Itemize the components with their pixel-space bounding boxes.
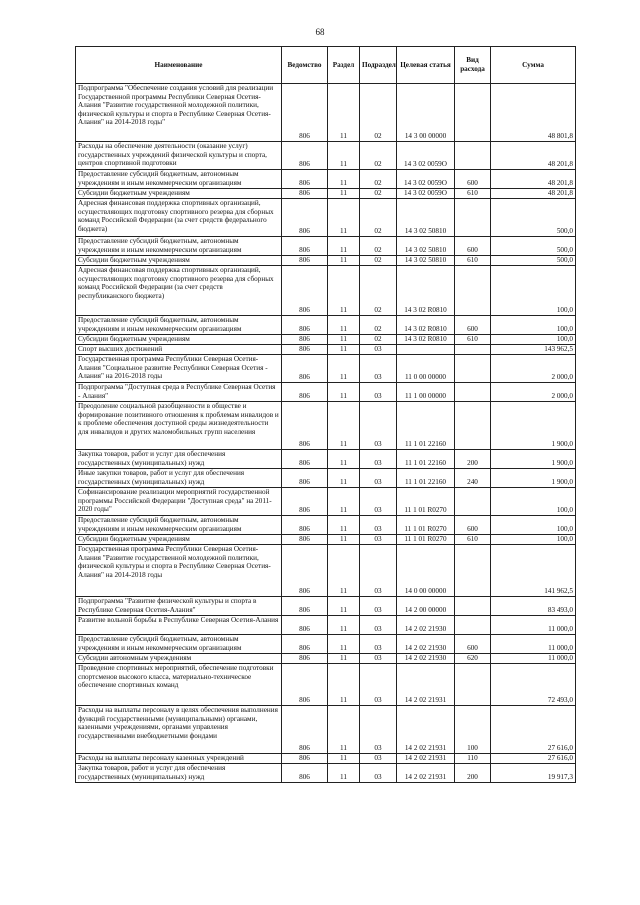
cell-department: 806 (282, 189, 328, 199)
cell-amount: 143 962,5 (491, 345, 576, 355)
cell-subsection: 02 (360, 84, 397, 142)
cell-subsection: 03 (360, 355, 397, 383)
cell-target-article: 14 3 02 50810 (397, 256, 455, 266)
cell-subsection: 03 (360, 516, 397, 535)
table-row (76, 355, 576, 383)
cell-name: Развитие вольной борьбы в Республике Северная Осетия-Алания (76, 616, 282, 635)
cell-expense-type (455, 345, 491, 355)
cell-name: Субсидии бюджетным учреждениям (76, 535, 282, 545)
cell-amount: 1 900,0 (491, 402, 576, 450)
cell-expense-type: 600 (455, 237, 491, 256)
cell-expense-type (455, 402, 491, 450)
cell-subsection: 03 (360, 597, 397, 616)
table-row (76, 488, 576, 516)
cell-section: 11 (328, 764, 360, 783)
table-row (76, 535, 576, 545)
cell-subsection: 02 (360, 199, 397, 237)
cell-section: 11 (328, 516, 360, 535)
header-department: Ведомство (282, 47, 328, 84)
cell-department: 806 (282, 654, 328, 664)
cell-amount: 1 900,0 (491, 450, 576, 469)
cell-expense-type: 110 (455, 754, 491, 764)
cell-department: 806 (282, 345, 328, 355)
cell-expense-type (455, 616, 491, 635)
cell-amount: 48 201,8 (491, 189, 576, 199)
cell-section: 11 (328, 189, 360, 199)
cell-subsection: 03 (360, 616, 397, 635)
cell-section: 11 (328, 84, 360, 142)
page-number: 68 (315, 27, 325, 37)
cell-section: 11 (328, 754, 360, 764)
table-row (76, 754, 576, 764)
cell-name: Расходы на обеспечение деятельности (оказание услуг) государственных учреждений физической культуры и спорта, центров спортивной подготовки (76, 142, 282, 170)
cell-department: 806 (282, 545, 328, 597)
cell-section: 11 (328, 654, 360, 664)
cell-subsection: 02 (360, 170, 397, 189)
cell-expense-type: 200 (455, 764, 491, 783)
cell-department: 806 (282, 535, 328, 545)
table-row (76, 450, 576, 469)
cell-section: 11 (328, 142, 360, 170)
cell-amount: 11 000,0 (491, 654, 576, 664)
cell-amount: 72 493,0 (491, 664, 576, 706)
cell-amount: 83 493,0 (491, 597, 576, 616)
cell-section: 11 (328, 266, 360, 316)
cell-target-article: 14 2 02 21931 (397, 664, 455, 706)
cell-subsection: 03 (360, 488, 397, 516)
cell-section: 11 (328, 597, 360, 616)
cell-section: 11 (328, 545, 360, 597)
header-target-article: Целевая статья (397, 47, 455, 84)
cell-department: 806 (282, 764, 328, 783)
cell-name: Субсидии бюджетным учреждениям (76, 189, 282, 199)
cell-amount: 100,0 (491, 266, 576, 316)
cell-subsection: 02 (360, 237, 397, 256)
cell-name: Предоставление субсидий бюджетным, автономным учреждениям и иным некоммерческим организациям (76, 316, 282, 335)
table-row (76, 199, 576, 237)
cell-subsection: 03 (360, 450, 397, 469)
cell-department: 806 (282, 488, 328, 516)
cell-name: Предоставление субсидий бюджетным, автономным учреждениям и иным некоммерческим организациям (76, 170, 282, 189)
cell-amount: 500,0 (491, 237, 576, 256)
cell-subsection: 02 (360, 316, 397, 335)
cell-section: 11 (328, 345, 360, 355)
cell-expense-type: 610 (455, 256, 491, 266)
table-row (76, 189, 576, 199)
cell-expense-type (455, 266, 491, 316)
cell-target-article: 14 3 02 50810 (397, 199, 455, 237)
cell-target-article: 14 3 02 0059O (397, 142, 455, 170)
cell-section: 11 (328, 383, 360, 402)
cell-expense-type: 200 (455, 450, 491, 469)
cell-subsection: 02 (360, 189, 397, 199)
cell-target-article: 14 3 02 R0810 (397, 266, 455, 316)
cell-target-article: 14 2 02 21930 (397, 616, 455, 635)
table-row (76, 170, 576, 189)
cell-subsection: 02 (360, 266, 397, 316)
table-row (76, 516, 576, 535)
cell-section: 11 (328, 664, 360, 706)
cell-name: Предоставление субсидий бюджетным, автономным учреждениям и иным некоммерческим организациям (76, 635, 282, 654)
table-row (76, 664, 576, 706)
cell-target-article: 14 2 02 21930 (397, 654, 455, 664)
cell-target-article: 11 0 00 00000 (397, 355, 455, 383)
cell-expense-type (455, 355, 491, 383)
cell-department: 806 (282, 355, 328, 383)
cell-name: Подпрограмма "Обеспечение создания условий для реализации Государственной программы Республики Северная Осетия-Алания "Развитие государственной молодежной политики, физической культуры и спорта в Республике Северная Осетия-Алания" на 2014-2018 годы" (76, 84, 282, 142)
cell-name: Подпрограмма "Доступная среда в Республике Северная Осетия - Алания" (76, 383, 282, 402)
cell-target-article: 14 3 00 00000 (397, 84, 455, 142)
header-subsection: Подраздел (360, 47, 397, 84)
cell-section: 11 (328, 170, 360, 189)
cell-target-article: 11 1 01 R0270 (397, 516, 455, 535)
cell-amount: 19 917,3 (491, 764, 576, 783)
cell-section: 11 (328, 635, 360, 654)
cell-expense-type: 610 (455, 189, 491, 199)
header-name: Наименование (76, 47, 282, 84)
table-row (76, 237, 576, 256)
cell-expense-type (455, 142, 491, 170)
cell-amount: 11 000,0 (491, 635, 576, 654)
header-section: Раздел (328, 47, 360, 84)
cell-name: Предоставление субсидий бюджетным, автономным учреждениям и иным некоммерческим организациям (76, 516, 282, 535)
cell-section: 11 (328, 237, 360, 256)
cell-department: 806 (282, 597, 328, 616)
table-row (76, 469, 576, 488)
cell-amount: 27 616,0 (491, 754, 576, 764)
cell-section: 11 (328, 402, 360, 450)
cell-amount: 100,0 (491, 516, 576, 535)
cell-section: 11 (328, 355, 360, 383)
cell-expense-type (455, 488, 491, 516)
cell-target-article: 14 3 02 R0810 (397, 335, 455, 345)
cell-name: Государственная программа Республики Северная Осетия-Алания "Социальное развитие Республики Северная Осетия - Алания" на 2016-2018 годы (76, 355, 282, 383)
cell-name: Предоставление субсидий бюджетным, автономным учреждениям и иным некоммерческим организациям (76, 237, 282, 256)
cell-name: Преодоление социальной разобщенности в обществе и формирование позитивного отношения к проблемам инвалидов и к проблеме обеспечения доступной среды жизнедеятельности для инвалидов и других маломобильных групп населения (76, 402, 282, 450)
table-row (76, 335, 576, 345)
cell-target-article: 14 2 02 21930 (397, 635, 455, 654)
cell-section: 11 (328, 199, 360, 237)
cell-target-article: 11 1 01 R0270 (397, 488, 455, 516)
cell-name: Адресная финансовая поддержка спортивных организаций, осуществляющих подготовку спортивного резерва для сборных команд Российской Федерации (за счет средств федерального бюджета) (76, 199, 282, 237)
cell-name: Расходы на выплаты персоналу в целях обеспечения выполнения функций государственными (муниципальными) органами, казенными учреждениями, органами управления государственными внебюджетными фондами (76, 706, 282, 754)
table-row (76, 616, 576, 635)
cell-subsection: 03 (360, 383, 397, 402)
cell-name: Спорт высших достижений (76, 345, 282, 355)
cell-expense-type (455, 199, 491, 237)
cell-target-article: 14 3 02 0059O (397, 170, 455, 189)
cell-name: Государственная программа Республики Северная Осетия-Алания "Развитие государственной молодежной политики, физической культуры и спорта в Республике Северная Осетия-Алания" на 2014-2018 годы (76, 545, 282, 597)
cell-name: Субсидии автономным учреждениям (76, 654, 282, 664)
cell-department: 806 (282, 316, 328, 335)
cell-section: 11 (328, 316, 360, 335)
header-expense-type: Вид расхода (455, 47, 491, 84)
cell-department: 806 (282, 383, 328, 402)
cell-subsection: 03 (360, 635, 397, 654)
cell-expense-type (455, 84, 491, 142)
cell-target-article: 14 2 02 21931 (397, 754, 455, 764)
cell-expense-type (455, 664, 491, 706)
cell-target-article: 11 1 01 R0270 (397, 535, 455, 545)
cell-department: 806 (282, 469, 328, 488)
cell-section: 11 (328, 488, 360, 516)
cell-department: 806 (282, 402, 328, 450)
cell-subsection: 03 (360, 764, 397, 783)
cell-name: Адресная финансовая поддержка спортивных организаций, осуществляющих подготовку спортивного резерва для сборных команд Российской Федерации (за счет средств республиканского бюджета) (76, 266, 282, 316)
cell-name: Субсидии бюджетным учреждениям (76, 256, 282, 266)
cell-expense-type (455, 545, 491, 597)
cell-target-article: 11 1 01 22160 (397, 450, 455, 469)
cell-section: 11 (328, 535, 360, 545)
cell-amount: 27 616,0 (491, 706, 576, 754)
header-amount: Сумма (491, 47, 576, 84)
cell-department: 806 (282, 170, 328, 189)
table-row (76, 706, 576, 754)
cell-subsection: 02 (360, 142, 397, 170)
cell-amount: 100,0 (491, 488, 576, 516)
cell-amount: 48 801,8 (491, 84, 576, 142)
table-body (76, 84, 576, 783)
cell-amount: 100,0 (491, 335, 576, 345)
cell-expense-type: 610 (455, 335, 491, 345)
cell-amount: 2 000,0 (491, 383, 576, 402)
cell-subsection: 02 (360, 335, 397, 345)
cell-subsection: 03 (360, 402, 397, 450)
cell-department: 806 (282, 266, 328, 316)
cell-subsection: 03 (360, 535, 397, 545)
cell-department: 806 (282, 664, 328, 706)
cell-department: 806 (282, 237, 328, 256)
cell-amount: 48 201,8 (491, 170, 576, 189)
cell-name: Субсидии бюджетным учреждениям (76, 335, 282, 345)
cell-expense-type: 100 (455, 706, 491, 754)
cell-expense-type: 620 (455, 654, 491, 664)
cell-subsection: 03 (360, 754, 397, 764)
budget-table (75, 46, 576, 783)
table-row (76, 266, 576, 316)
table-row (76, 383, 576, 402)
cell-name: Расходы на выплаты персоналу казенных учреждений (76, 754, 282, 764)
cell-subsection: 03 (360, 345, 397, 355)
cell-section: 11 (328, 616, 360, 635)
table-row (76, 402, 576, 450)
cell-department: 806 (282, 199, 328, 237)
table-row (76, 316, 576, 335)
cell-department: 806 (282, 84, 328, 142)
cell-expense-type: 600 (455, 516, 491, 535)
cell-department: 806 (282, 335, 328, 345)
table-row (76, 256, 576, 266)
cell-name: Закупка товаров, работ и услуг для обеспечения государственных (муниципальных) нужд (76, 764, 282, 783)
cell-expense-type: 600 (455, 170, 491, 189)
cell-department: 806 (282, 635, 328, 654)
cell-amount: 100,0 (491, 316, 576, 335)
cell-target-article: 14 2 02 21931 (397, 764, 455, 783)
cell-expense-type (455, 383, 491, 402)
cell-name: Софинансирование реализации мероприятий государственной программы Российской Федерации "Доступная среда" на 2011-2020 годы" (76, 488, 282, 516)
cell-target-article: 14 3 02 R0810 (397, 316, 455, 335)
cell-subsection: 03 (360, 706, 397, 754)
cell-amount: 11 000,0 (491, 616, 576, 635)
cell-department: 806 (282, 516, 328, 535)
cell-target-article: 11 1 00 00000 (397, 383, 455, 402)
cell-subsection: 03 (360, 664, 397, 706)
cell-amount: 141 962,5 (491, 545, 576, 597)
cell-department: 806 (282, 706, 328, 754)
cell-department: 806 (282, 754, 328, 764)
cell-expense-type: 240 (455, 469, 491, 488)
cell-target-article: 14 2 00 00000 (397, 597, 455, 616)
cell-name: Проведение спортивных мероприятий, обеспечение подготовки спортсменов высокого класса, материально-техническое обеспечение спортивных команд (76, 664, 282, 706)
cell-target-article (397, 345, 455, 355)
cell-name: Закупка товаров, работ и услуг для обеспечения государственных (муниципальных) нужд (76, 450, 282, 469)
table-row (76, 545, 576, 597)
cell-expense-type: 600 (455, 635, 491, 654)
cell-expense-type (455, 597, 491, 616)
cell-target-article: 14 3 02 50810 (397, 237, 455, 256)
cell-subsection: 03 (360, 545, 397, 597)
cell-department: 806 (282, 256, 328, 266)
table-row (76, 635, 576, 654)
cell-section: 11 (328, 469, 360, 488)
cell-amount: 500,0 (491, 199, 576, 237)
cell-amount: 500,0 (491, 256, 576, 266)
cell-section: 11 (328, 450, 360, 469)
table-row (76, 142, 576, 170)
cell-target-article: 14 3 02 0059O (397, 189, 455, 199)
cell-department: 806 (282, 616, 328, 635)
cell-target-article: 11 1 01 22160 (397, 469, 455, 488)
cell-subsection: 03 (360, 469, 397, 488)
cell-department: 806 (282, 450, 328, 469)
cell-name: Иные закупки товаров, работ и услуг для обеспечения государственных (муниципальных) нужд (76, 469, 282, 488)
cell-amount: 48 201,8 (491, 142, 576, 170)
cell-amount: 2 000,0 (491, 355, 576, 383)
cell-target-article: 11 1 01 22160 (397, 402, 455, 450)
cell-section: 11 (328, 335, 360, 345)
table-row (76, 764, 576, 783)
cell-target-article: 14 0 00 00000 (397, 545, 455, 597)
cell-name: Подпрограмма "Развитие физической культуры и спорта в Республике Северная Осетия-Алания" (76, 597, 282, 616)
cell-subsection: 02 (360, 256, 397, 266)
cell-department: 806 (282, 142, 328, 170)
cell-amount: 1 900,0 (491, 469, 576, 488)
table-header-row (76, 47, 576, 84)
cell-section: 11 (328, 706, 360, 754)
cell-section: 11 (328, 256, 360, 266)
table-row (76, 84, 576, 142)
cell-amount: 100,0 (491, 535, 576, 545)
table-row (76, 597, 576, 616)
cell-target-article: 14 2 02 21931 (397, 706, 455, 754)
cell-subsection: 03 (360, 654, 397, 664)
cell-expense-type: 610 (455, 535, 491, 545)
cell-expense-type: 600 (455, 316, 491, 335)
table-row (76, 654, 576, 664)
table-row (76, 345, 576, 355)
